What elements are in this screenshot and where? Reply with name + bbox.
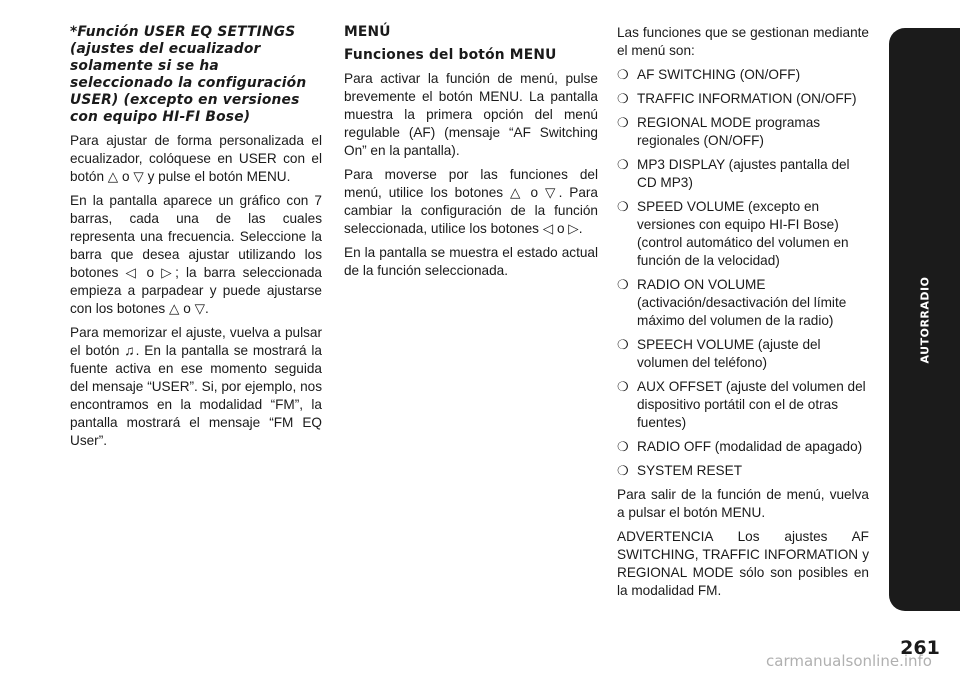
- menu-functions-list: [617, 66, 869, 480]
- bullet-icon: ❍: [617, 439, 629, 454]
- bullet-icon: ❍: [617, 157, 629, 172]
- watermark: carmanualsonline.info: [766, 652, 932, 670]
- list-item: ❍ MP3 DISPLAY (ajustes pantalla del CD MP3): [617, 157, 850, 190]
- section-tab: [889, 28, 960, 611]
- list-item: ❍ SPEED VOLUME (excepto en versiones con equipo HI-FI Bose) (control automático del volumen en función de la velocidad): [617, 199, 849, 268]
- column-3: [617, 24, 869, 606]
- menu-title: MENÚ: [344, 24, 391, 40]
- paragraph: Para memorizar el ajuste, vuelva a pulsar el botón ♫. En la pantalla se mostrará la fuente activa en ese momento seguida del mensaje “USER”. Si, por ejemplo, nos encontramos en la modalidad “FM”, la pantalla mostrará el mensaje “FM EQ User”.: [70, 325, 322, 448]
- paragraph: En la pantalla se muestra el estado actual de la función seleccionada.: [344, 245, 598, 278]
- list-item: ❍ REGIONAL MODE programas regionales (ON/OFF): [617, 115, 821, 148]
- bullet-icon: ❍: [617, 337, 629, 352]
- list-item: ❍ TRAFFIC INFORMATION (ON/OFF): [617, 91, 857, 106]
- warning-paragraph: ADVERTENCIA Los ajustes AF SWITCHING, TRAFFIC INFORMATION y REGIONAL MODE sólo son posibles en la modalidad FM.: [617, 529, 869, 598]
- paragraph: Para salir de la función de menú, vuelva a pulsar el botón MENU.: [617, 487, 869, 520]
- bullet-icon: ❍: [617, 115, 629, 130]
- bullet-icon: ❍: [617, 91, 629, 106]
- bullet-icon: ❍: [617, 463, 629, 478]
- paragraph: Para activar la función de menú, pulse brevemente el botón MENU. La pantalla muestra la primera opción del menú regulable (AF) (mensaje “AF Switching On” en la pantalla).: [344, 71, 598, 158]
- page-number: 261: [900, 637, 940, 659]
- bullet-icon: ❍: [617, 67, 629, 82]
- eq-settings-heading: *Función USER EQ SETTINGS (ajustes del ecualizador solamente si se ha seleccionado la configuración USER) (excepto en versiones con equipo HI-FI Bose): [70, 24, 307, 125]
- paragraph: En la pantalla aparece un gráfico con 7 barras, cada una de las cuales representa una frecuencia. Seleccione la barra que desea ajustar utilizando los botones ◁ o ▷; la barra seleccionada empieza a parpadear y puede ajustarse con los botones △ o ▽.: [70, 193, 322, 316]
- menu-subtitle: Funciones del botón MENU: [344, 47, 557, 63]
- list-item: ❍ AF SWITCHING (ON/OFF): [617, 67, 801, 82]
- bullet-icon: ❍: [617, 277, 629, 292]
- list-item: ❍ RADIO OFF (modalidad de apagado): [617, 439, 863, 454]
- menu-intro: Las funciones que se gestionan mediante el menú son:: [617, 25, 869, 58]
- section-tab-label: AUTORRADIO: [918, 276, 931, 363]
- list-item: ❍ SYSTEM RESET: [617, 463, 742, 478]
- bullet-icon: ❍: [617, 379, 629, 394]
- list-item: ❍ SPEECH VOLUME (ajuste del volumen del teléfono): [617, 337, 821, 370]
- bullet-icon: ❍: [617, 199, 629, 214]
- paragraph: Para ajustar de forma personalizada el ecualizador, colóquese en USER con el botón △ o ▽ y pulse el botón MENU.: [70, 133, 322, 184]
- column-2: [344, 24, 598, 286]
- column-1: [70, 24, 322, 456]
- list-item: ❍ RADIO ON VOLUME (activación/desactivación del límite máximo del volumen de la radio): [617, 277, 847, 328]
- paragraph: Para moverse por las funciones del menú, utilice los botones △ o ▽. Para cambiar la configuración de la función seleccionada, utilice los botones ◁ o ▷.: [344, 167, 598, 236]
- list-item: ❍ AUX OFFSET (ajuste del volumen del dispositivo portátil con el de otras fuentes): [617, 379, 866, 430]
